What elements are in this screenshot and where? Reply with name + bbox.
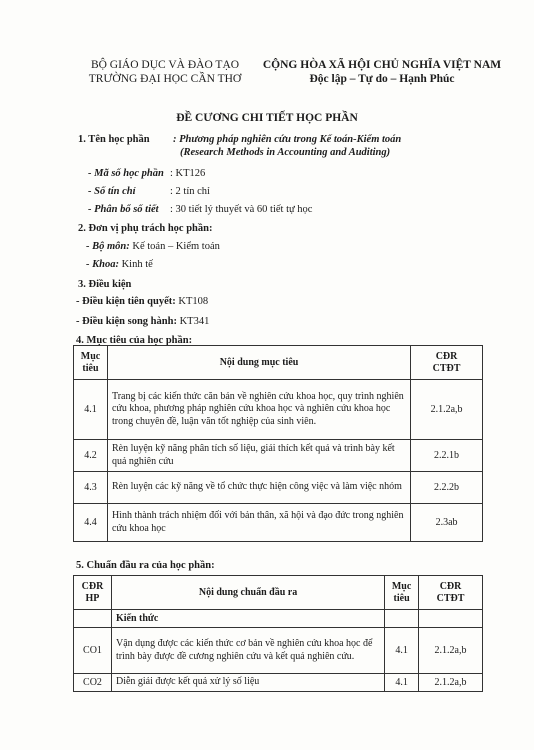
table-row: [74, 380, 483, 440]
national-motto: Độc lập – Tự do – Hạnh Phúc: [309, 73, 455, 85]
outcomes-col-cdr: CĐR CTĐT: [419, 576, 483, 610]
department-label: - Bộ môn:: [86, 241, 130, 252]
section-2-heading: 2. Đơn vị phụ trách học phần:: [78, 223, 213, 234]
university-name: TRƯỜNG ĐẠI HỌC CẦN THƠ: [88, 73, 242, 85]
outcomes-group-spacer: [74, 610, 112, 628]
outcome-goal: 4.1: [385, 674, 419, 692]
hours-value: : 30 tiết lý thuyết và 60 tiết tự học: [170, 204, 313, 215]
outcomes-col-goal: Mục tiêu: [385, 576, 419, 610]
objective-content: Rèn luyện kỹ năng phân tích số liệu, giải thích kết quả và trình bày kết quả nghiên cứu: [107, 440, 410, 472]
outcomes-group-label: Kiến thức: [111, 610, 384, 628]
course-code-value: : KT126: [170, 168, 206, 179]
objective-id: 4.2: [74, 440, 108, 472]
objective-cdr: 2.2.1b: [411, 440, 483, 472]
section-5-heading: 5. Chuẩn đầu ra của học phần:: [76, 560, 215, 571]
objectives-header-row: [74, 346, 483, 380]
outcomes-col-id: CĐR HP: [74, 576, 112, 610]
outcome-cdr: 2.1.2a,b: [419, 628, 483, 674]
objective-id: 4.3: [74, 472, 108, 504]
outcomes-col-content: Nội dung chuẩn đầu ra: [111, 576, 384, 610]
objective-content: Trang bị các kiến thức căn bản về nghiên cứu khoa học, quy trình nghiên cứu khoa, phương pháp nghiên cứu khoa học và nghiên cứu khoa học trong chuyên đề, luận văn tốt nghiệp của sinh viên.: [107, 380, 410, 440]
outcome-content: Vận dụng được các kiến thức cơ bản về nghiên cứu khoa học để trình bày được đề cương nghiên cứu và kết quả nghiên cứu.: [111, 628, 384, 674]
outcome-goal: 4.1: [385, 628, 419, 674]
coreq-value: KT341: [179, 316, 210, 327]
coreq-line: [76, 315, 209, 328]
outcomes-group-spacer: [419, 610, 483, 628]
section-1-heading: 1. Tên học phần: [78, 134, 150, 145]
country-name: CỘNG HÒA XÃ HỘI CHỦ NGHĨA VIỆT NAM: [262, 59, 502, 71]
coreq-label: - Điều kiện song hành:: [76, 316, 177, 327]
objective-cdr: 2.3ab: [411, 504, 483, 542]
prereq-line: [76, 295, 208, 308]
document-title: ĐỀ CƯƠNG CHI TIẾT HỌC PHẦN: [176, 112, 358, 124]
faculty-line: [86, 258, 153, 271]
objective-cdr: 2.1.2a,b: [411, 380, 483, 440]
objectives-col-cdr: CĐR CTĐT: [411, 346, 483, 380]
course-code-label: - Mã số học phần: [88, 168, 164, 179]
outcomes-table: [73, 575, 483, 692]
objective-content: Hình thành trách nhiệm đối với bản thân, xã hội và đạo đức trong nghiên cứu khoa học: [107, 504, 410, 542]
objectives-table: [73, 345, 483, 542]
credits-label: - Số tín chỉ: [88, 186, 136, 197]
objective-content: Rèn luyện các kỹ năng về tổ chức thực hiện công việc và làm việc nhóm: [107, 472, 410, 504]
section-3-heading: 3. Điều kiện: [78, 279, 132, 290]
department-value: Kế toán – Kiểm toán: [132, 241, 220, 252]
outcome-cdr: 2.1.2a,b: [419, 674, 483, 692]
ministry-header: [80, 58, 250, 86]
outcome-id: CO1: [74, 628, 112, 674]
course-name-en: (Research Methods in Accounting and Auditing): [180, 147, 391, 158]
objective-id: 4.4: [74, 504, 108, 542]
credits-value: : 2 tín chỉ: [170, 186, 210, 197]
outcomes-group-row: [74, 610, 483, 628]
table-row: [74, 440, 483, 472]
outcomes-header-row: [74, 576, 483, 610]
objectives-col-content: Nội dung mục tiêu: [107, 346, 410, 380]
table-row: [74, 472, 483, 504]
prereq-value: KT108: [178, 296, 209, 307]
outcome-id: CO2: [74, 674, 112, 692]
prereq-label: - Điều kiện tiên quyết:: [76, 296, 176, 307]
faculty-label: - Khoa:: [86, 259, 119, 270]
table-row: [74, 674, 483, 692]
outcomes-group-spacer: [385, 610, 419, 628]
faculty-value: Kinh tế: [121, 259, 153, 270]
table-row: [74, 504, 483, 542]
hours-label: - Phân bổ số tiết: [88, 204, 159, 215]
table-row: [74, 628, 483, 674]
course-name-vn: : Phương pháp nghiên cứu trong Kế toán-Kiểm toán: [173, 134, 402, 145]
section-4-heading: 4. Mục tiêu của học phần:: [76, 335, 193, 346]
objectives-col-goal: Mục tiêu: [74, 346, 108, 380]
national-header: [262, 58, 502, 86]
outcome-content: Diễn giải được kết quả xử lý số liệu: [111, 674, 384, 692]
department-line: [86, 240, 220, 253]
ministry-name: BỘ GIÁO DỤC VÀ ĐÀO TẠO: [90, 59, 240, 71]
objective-id: 4.1: [74, 380, 108, 440]
objective-cdr: 2.2.2b: [411, 472, 483, 504]
